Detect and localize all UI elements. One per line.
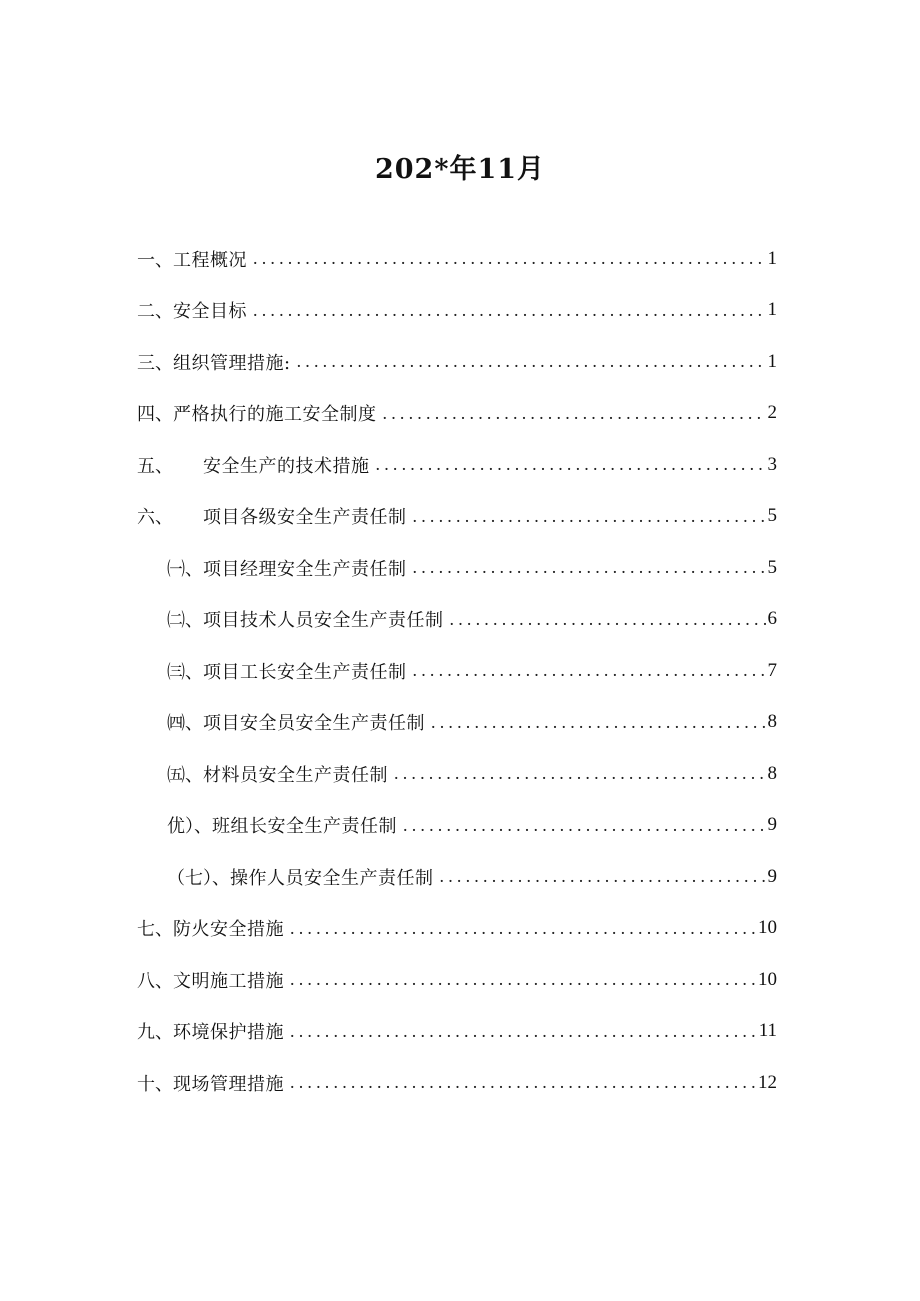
toc-entry-label: 班组长安全生产责任制 — [212, 816, 397, 838]
toc-entry-number: ㈢、 — [167, 661, 203, 683]
toc-entry-number: 三、 — [137, 352, 173, 374]
toc-dot-leader — [290, 1072, 756, 1093]
toc-entry-label: 工程概况 — [173, 249, 247, 271]
toc-entry-number: ㈣、 — [167, 713, 203, 735]
toc-entry-number: 六、 — [137, 507, 173, 529]
toc-entry-label: 文明施工措施 — [173, 970, 284, 992]
toc-dot-leader — [440, 866, 766, 887]
toc-entry-7[interactable] — [137, 903, 777, 955]
toc-entry-number: 十、 — [137, 1073, 173, 1095]
toc-page-number: 8 — [767, 762, 777, 784]
toc-page-number: 5 — [767, 505, 777, 527]
toc-entry-label: 项目经理安全生产责任制 — [203, 558, 407, 580]
toc-entry-5[interactable] — [137, 439, 777, 491]
toc-entry-number: 二、 — [137, 301, 173, 323]
toc-page-number: 5 — [767, 556, 777, 578]
toc-dot-leader — [290, 918, 756, 939]
toc-entry-number: ㈤、 — [167, 764, 203, 786]
toc-subentry-6[interactable] — [137, 800, 777, 852]
toc-entry-label: 防火安全措施 — [173, 919, 284, 941]
toc-entry-number: 一、 — [137, 249, 173, 271]
toc-dot-leader — [290, 969, 756, 990]
toc-page-number: 9 — [767, 865, 777, 887]
toc-entry-number: 五、 — [137, 455, 173, 477]
toc-entry-number: 八、 — [137, 970, 173, 992]
toc-entry-label: 操作人员安全生产责任制 — [230, 867, 434, 889]
toc-dot-leader — [290, 1021, 757, 1042]
toc-dot-leader — [253, 300, 766, 321]
toc-page-number: 1 — [767, 299, 777, 321]
toc-subentry-5[interactable] — [137, 748, 777, 800]
toc-dot-leader — [450, 609, 766, 630]
toc-page-number: 11 — [758, 1020, 777, 1042]
toc-entry-4[interactable] — [137, 388, 777, 440]
toc-entry-number: ㈡、 — [167, 610, 203, 632]
toc-dot-leader — [413, 557, 766, 578]
toc-entry-6[interactable] — [137, 491, 777, 543]
toc-entry-number: ㈠、 — [167, 558, 203, 580]
toc-dot-leader — [253, 248, 766, 269]
toc-entry-label: 材料员安全生产责任制 — [203, 764, 388, 786]
toc-entry-1[interactable] — [137, 233, 777, 285]
toc-entry-label: 组织管理措施: — [173, 352, 291, 374]
toc-subentry-2[interactable] — [137, 594, 777, 646]
toc-dot-leader — [413, 660, 766, 681]
toc-entry-label: 现场管理措施 — [173, 1073, 284, 1095]
table-of-contents — [137, 233, 777, 1109]
toc-entry-number: （七）、 — [167, 867, 230, 889]
toc-entry-label: 环境保护措施 — [173, 1022, 284, 1044]
toc-entry-3[interactable] — [137, 336, 777, 388]
toc-entry-10[interactable] — [137, 1057, 777, 1109]
toc-dot-leader — [394, 763, 766, 784]
toc-subentry-3[interactable] — [137, 645, 777, 697]
toc-dot-leader — [431, 712, 766, 733]
toc-entry-2[interactable] — [137, 285, 777, 337]
toc-entry-label: 项目各级安全生产责任制 — [203, 507, 407, 529]
toc-entry-label: 项目安全员安全生产责任制 — [203, 713, 425, 735]
page-title: 202*年11月 — [374, 154, 546, 185]
toc-entry-number: 七、 — [137, 919, 173, 941]
toc-subentry-7[interactable] — [137, 851, 777, 903]
toc-dot-leader — [413, 506, 766, 527]
toc-dot-leader — [383, 403, 766, 424]
toc-dot-leader — [376, 454, 766, 475]
toc-page-number: 12 — [758, 1071, 777, 1093]
toc-entry-label: 严格执行的施工安全制度 — [173, 404, 377, 426]
toc-page-number: 1 — [767, 350, 777, 372]
toc-page-number: 10 — [758, 968, 777, 990]
toc-subentry-4[interactable] — [137, 697, 777, 749]
toc-entry-number: 九、 — [137, 1022, 173, 1044]
toc-page-number: 7 — [767, 659, 777, 681]
toc-dot-leader — [403, 815, 766, 836]
toc-entry-number: 四、 — [137, 404, 173, 426]
toc-entry-label: 项目工长安全生产责任制 — [203, 661, 407, 683]
toc-page-number: 2 — [767, 402, 777, 424]
toc-page-number: 9 — [767, 814, 777, 836]
toc-entry-9[interactable] — [137, 1006, 777, 1058]
toc-entry-number: 优）、 — [167, 816, 212, 838]
toc-page-number: 1 — [767, 247, 777, 269]
toc-page-number: 8 — [767, 711, 777, 733]
toc-dot-leader — [297, 351, 766, 372]
toc-page-number: 3 — [767, 453, 777, 475]
toc-subentry-1[interactable] — [137, 542, 777, 594]
toc-entry-label: 安全生产的技术措施 — [203, 455, 370, 477]
toc-entry-label: 安全目标 — [173, 301, 247, 323]
toc-page-number: 6 — [767, 608, 777, 630]
toc-entry-8[interactable] — [137, 954, 777, 1006]
toc-page-number: 10 — [758, 917, 777, 939]
toc-entry-label: 项目技术人员安全生产责任制 — [203, 610, 444, 632]
